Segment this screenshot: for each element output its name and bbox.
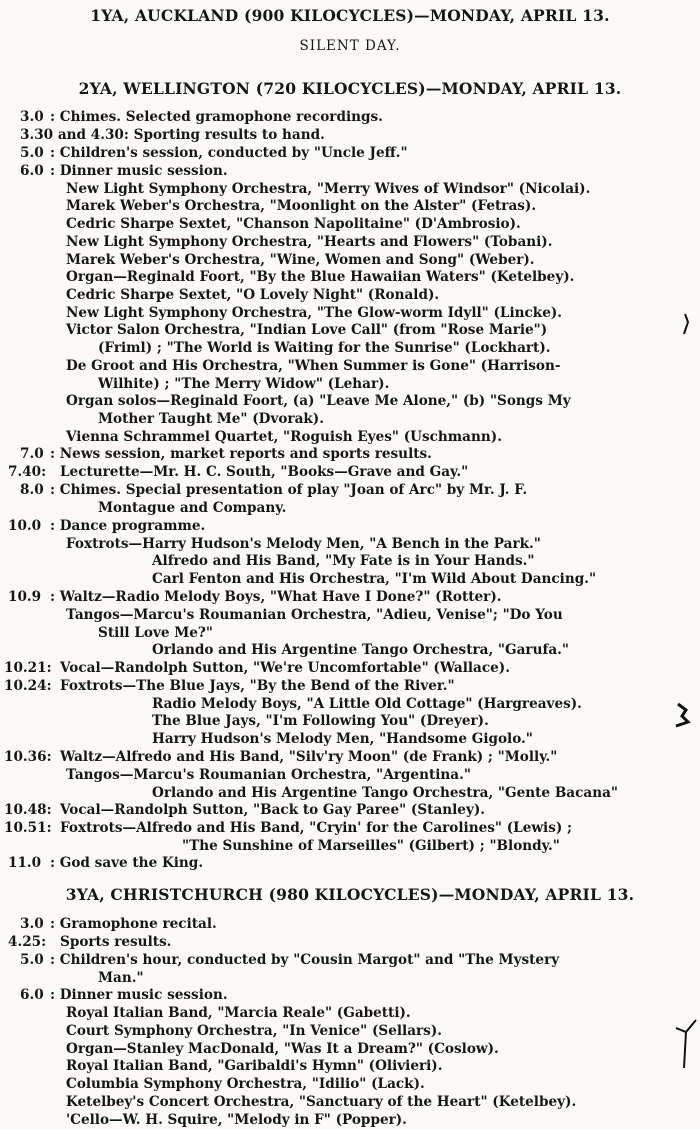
programme-item: Lecturette—Mr. H. C. South, "Books—Grave and Gay."	[60, 464, 469, 480]
programme-item: The Blue Jays, "I'm Following You" (Dreyer).	[152, 713, 489, 729]
programme-time: 10.9	[8, 589, 42, 605]
programme-item: Foxtrots—Alfredo and His Band, "Cryin' for the Carolines" (Lewis) ;	[60, 820, 573, 836]
programme-item: New Light Symphony Orchestra, "Hearts and Flowers" (Tobani).	[66, 234, 553, 250]
programme-item: New Light Symphony Orchestra, "Merry Wives of Windsor" (Nicolai).	[66, 181, 591, 197]
programme-item: Orlando and His Argentine Tango Orchestra, "Garufa."	[152, 642, 569, 658]
programme-item: Cedric Sharpe Sextet, "Chanson Napolitaine" (D'Ambrosio).	[66, 216, 521, 232]
programme-item: Court Symphony Orchestra, "In Venice" (Sellars).	[66, 1023, 442, 1039]
programme-item: 'Cello—W. H. Squire, "Melody in F" (Popper).	[66, 1112, 407, 1128]
programme-item: Columbia Symphony Orchestra, "Idilio" (Lack).	[66, 1076, 425, 1092]
programme-item: Still Love Me?"	[98, 625, 213, 641]
programme-time: 6.0	[20, 987, 44, 1003]
programme-time: 10.48:	[4, 802, 52, 818]
ink-mark	[674, 1010, 698, 1070]
programme-item: New Light Symphony Orchestra, "The Glow-worm Idyll" (Lincke).	[66, 305, 563, 321]
programme-time: 3.0	[20, 916, 44, 932]
programme-item: Cedric Sharpe Sextet, "O Lovely Night" (Ronald).	[66, 287, 440, 303]
header-3ya: 3YA, CHRISTCHURCH (980 KILOCYCLES)—MONDAY, APRIL 13.	[65, 885, 635, 904]
programme-item: Radio Melody Boys, "A Little Old Cottage" (Hargreaves).	[152, 696, 582, 712]
programme-item: : Chimes. Selected gramophone recordings.	[50, 109, 383, 125]
programme-item: Organ—Reginald Foort, "By the Blue Hawaiian Waters" (Ketelbey).	[66, 269, 575, 285]
programme-item: Victor Salon Orchestra, "Indian Love Call" (from "Rose Marie")	[66, 322, 548, 338]
programme-item: Wilhite) ; "The Merry Widow" (Lehar).	[98, 376, 390, 392]
programme-item: Mother Taught Me" (Dvorak).	[98, 411, 324, 427]
programme-item: "The Sunshine of Marseilles" (Gilbert) ; "Blondy."	[182, 838, 560, 854]
programme-item: Carl Fenton and His Orchestra, "I'm Wild About Dancing."	[152, 571, 597, 587]
ink-mark	[676, 312, 696, 338]
programme-item: Ketelbey's Concert Orchestra, "Sanctuary of the Heart" (Ketelbey).	[66, 1094, 577, 1110]
programme-item: : News session, market reports and sports results.	[50, 446, 432, 462]
programme-item: Foxtrots—The Blue Jays, "By the Bend of the River."	[60, 678, 455, 694]
programme-item: Marek Weber's Orchestra, "Wine, Women and Song" (Weber).	[66, 252, 535, 268]
programme-item: Marek Weber's Orchestra, "Moonlight on the Alster" (Fetras).	[66, 198, 537, 214]
programme-item: (Friml) ; "The World is Waiting for the Sunrise" (Lockhart).	[98, 340, 551, 356]
programme-time: 7.40:	[8, 464, 47, 480]
programme-item: : Dinner music session.	[50, 163, 228, 179]
programme-item: Vocal—Randolph Sutton, "We're Uncomfortable" (Wallace).	[60, 660, 510, 676]
header-1ya: 1YA, AUCKLAND (900 KILOCYCLES)—MONDAY, APRIL 13.	[90, 6, 610, 25]
programme-item: : Children's session, conducted by "Uncle Jeff."	[50, 145, 408, 161]
programme-item: Organ—Stanley MacDonald, "Was It a Dream?" (Coslow).	[66, 1041, 499, 1057]
programme-item: Alfredo and His Band, "My Fate is in Your Hands."	[152, 553, 535, 569]
programme-time: 4.25:	[8, 934, 47, 950]
programme-time: 5.0	[20, 145, 44, 161]
programme-item: Vienna Schrammel Quartet, "Roguish Eyes" (Uschmann).	[66, 429, 502, 445]
programme-time: 6.0	[20, 163, 44, 179]
programme-time: 3.0	[20, 109, 44, 125]
ink-mark	[668, 700, 694, 730]
programme-item: : Gramophone recital.	[50, 916, 217, 932]
programme-item: Tangos—Marcu's Roumanian Orchestra, "Argentina."	[66, 767, 471, 783]
programme-item: : Waltz—Radio Melody Boys, "What Have I Done?" (Rotter).	[50, 589, 502, 605]
programme-time: 7.0	[20, 446, 44, 462]
programme-item: : Chimes. Special presentation of play "Joan of Arc" by Mr. J. F.	[50, 482, 528, 498]
programme-item: Waltz—Alfredo and His Band, "Silv'ry Moon" (de Frank) ; "Molly."	[60, 749, 558, 765]
programme-item: : God save the King.	[50, 855, 204, 871]
programme-item: Royal Italian Band, "Marcia Reale" (Gabetti).	[66, 1005, 411, 1021]
programme-time: 10.0	[8, 518, 42, 534]
programme-time: 8.0	[20, 482, 44, 498]
programme-item: Tangos—Marcu's Roumanian Orchestra, "Adieu, Venise"; "Do You	[66, 607, 563, 623]
programme-item: Harry Hudson's Melody Men, "Handsome Gigolo."	[152, 731, 533, 747]
programme-item: : Dance programme.	[50, 518, 206, 534]
programme-time: 10.24:	[4, 678, 52, 694]
programme-item: : Children's hour, conducted by "Cousin Margot" and "The Mystery	[50, 952, 560, 968]
programme-item: Sports results.	[60, 934, 172, 950]
programme-item: Royal Italian Band, "Garibaldi's Hymn" (Olivieri).	[66, 1058, 443, 1074]
programme-time: 10.36:	[4, 749, 52, 765]
silent-day-note: SILENT DAY.	[299, 38, 401, 54]
programme-item: : Dinner music session.	[50, 987, 228, 1003]
programme-time: 3.30 and 4.30: Sporting results to hand.	[20, 127, 325, 143]
programme-item: Organ solos—Reginald Foort, (a) "Leave Me Alone," (b) "Songs My	[66, 393, 571, 409]
programme-time: 10.21:	[4, 660, 52, 676]
programme-item: Orlando and His Argentine Tango Orchestra, "Gente Bacana"	[152, 785, 618, 801]
programme-item: Man."	[98, 970, 144, 986]
programme-item: Vocal—Randolph Sutton, "Back to Gay Paree" (Stanley).	[60, 802, 486, 818]
programme-item: Foxtrots—Harry Hudson's Melody Men, "A Bench in the Park."	[66, 536, 541, 552]
programme-time: 11.0	[8, 855, 42, 871]
programme-time: 5.0	[20, 952, 44, 968]
programme-time: 10.51:	[4, 820, 52, 836]
programme-item: Montague and Company.	[98, 500, 287, 516]
programme-item: De Groot and His Orchestra, "When Summer is Gone" (Harrison-	[66, 358, 561, 374]
header-2ya: 2YA, WELLINGTON (720 KILOCYCLES)—MONDAY, APRIL 13.	[78, 79, 622, 98]
